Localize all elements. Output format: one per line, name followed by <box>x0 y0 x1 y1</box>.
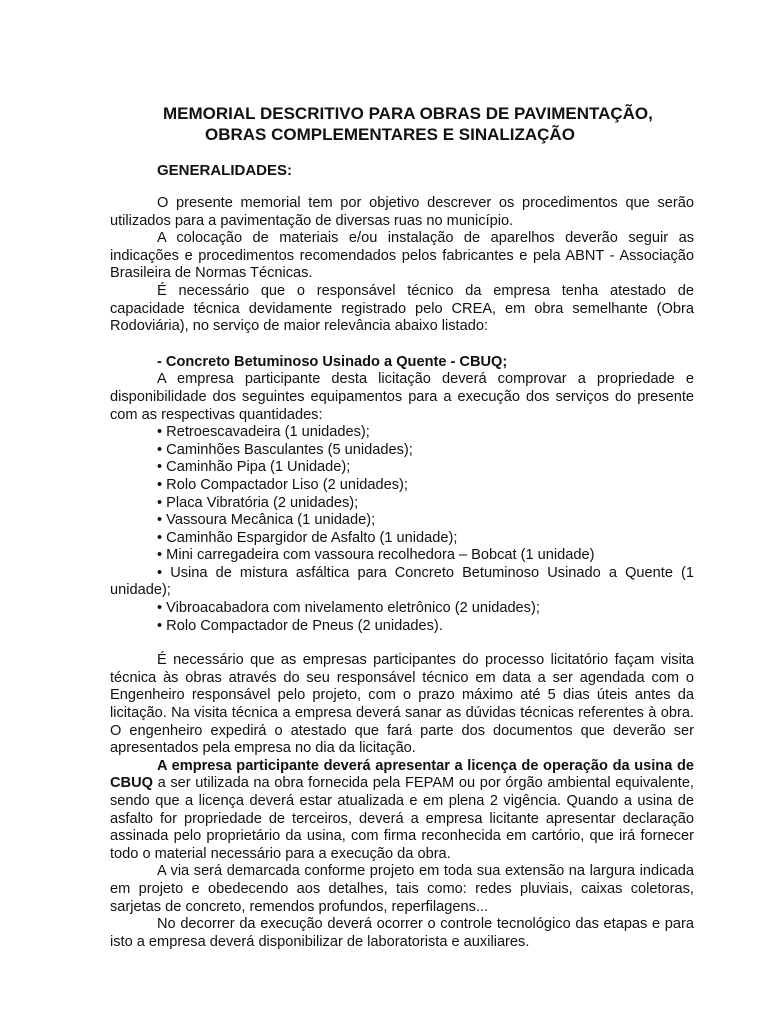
equipment-item: • Mini carregadeira com vassoura recolhedora – Bobcat (1 unidade) <box>110 547 694 565</box>
intro-paragraph: É necessário que o responsável técnico da empresa tenha atestado de capacidade técnica devidamente registrado pelo CREA, em obra semelhante (Obra Rodoviária), no serviço de maior relevância abaixo listado: <box>110 282 694 335</box>
equipment-item: • Usina de mistura asfáltica para Concreto Betuminoso Usinado a Quente (1 unidade); <box>110 565 694 600</box>
equipment-item: • Retroescavadeira (1 unidades); <box>110 424 694 442</box>
road-marking-paragraph: A via será demarcada conforme projeto em toda sua extensão na largura indicada em projeto e obedecendo aos detalhes, tais como: redes pluviais, caixas coletoras, sarjetas de concreto, remendos profundos, reperfilagens... <box>110 863 694 915</box>
section-heading: GENERALIDADES: <box>157 162 293 179</box>
site-visit-paragraph: É necessário que as empresas participantes do processo licitatório façam visita técnica às obras através do seu responsável técnico em data a ser agendada com o Engenheiro responsável pelo projeto, com o prazo máximo até 5 dias úteis antes da licitação. Na visita técnica a empresa deverá sanar as dúvidas técnicas referentes à obra. O engenheiro expedirá o atestado que fará parte dos documentos que deverão ser apresentados pela empresa no dia da licitação. <box>110 652 694 757</box>
document-title-line-2: OBRAS COMPLEMENTARES E SINALIZAÇÃO <box>205 125 575 144</box>
intro-paragraph: A colocação de materiais e/ou instalação de aparelhos deverão seguir as indicações e procedimentos recomendados pelos fabricantes e pela ABNT - Associação Brasileira de Normas Técnicas. <box>110 230 694 282</box>
document-title-line-1: MEMORIAL DESCRITIVO PARA OBRAS DE PAVIMENTAÇÃO, <box>163 104 653 123</box>
equipment-item: • Rolo Compactador de Pneus (2 unidades). <box>110 618 694 636</box>
license-paragraph <box>110 758 694 864</box>
intro-paragraph: O presente memorial tem por objetivo descrever os procedimentos que serão utilizados para a pavimentação de diversas ruas no município. <box>110 195 694 229</box>
equipment-item: • Vassoura Mecânica (1 unidade); <box>110 512 694 530</box>
license-bold-text: A empresa participante deverá apresentar a licença de operação da usina de CBUQ <box>110 757 694 792</box>
equipment-item: • Rolo Compactador Liso (2 unidades); <box>110 477 694 495</box>
equipment-list <box>110 424 694 635</box>
equipment-intro-paragraph: A empresa participante desta licitação deverá comprovar a propriedade e disponibilidade dos seguintes equipamentos para a execução dos serviços do presente com as respectivas quantidades: <box>110 371 694 423</box>
equipment-item: • Caminhão Pipa (1 Unidade); <box>110 459 694 477</box>
document-body <box>110 195 694 951</box>
paragraph-spacer <box>110 635 694 652</box>
technology-control-paragraph: No decorrer da execução deverá ocorrer o controle tecnológico das etapas e para isto a empresa deverá disponibilizar de laboratorista e auxiliares. <box>110 916 694 950</box>
paragraph-spacer <box>110 336 694 354</box>
license-text: a ser utilizada na obra fornecida pela FEPAM ou por órgão ambiental equivalente, sendo que a licença deverá estar atualizada e em plena 2 vigência. Quando a usina de asfalto for propriedade de terceiros, deverá a empresa licitante apresentar declaração assinada pelo proprietário da usina, com firma reconhecida em cartório, que irá fornecer todo o material necessário para a execução da obra. <box>110 775 694 862</box>
equipment-item: • Vibroacabadora com nivelamento eletrônico (2 unidades); <box>110 600 694 618</box>
equipment-item: • Caminhão Espargidor de Asfalto (1 unidade); <box>110 530 694 548</box>
equipment-item: • Placa Vibratória (2 unidades); <box>110 495 694 513</box>
service-subheading: - Concreto Betuminoso Usinado a Quente - CBUQ; <box>157 353 508 370</box>
equipment-item: • Caminhões Basculantes (5 unidades); <box>110 442 694 460</box>
